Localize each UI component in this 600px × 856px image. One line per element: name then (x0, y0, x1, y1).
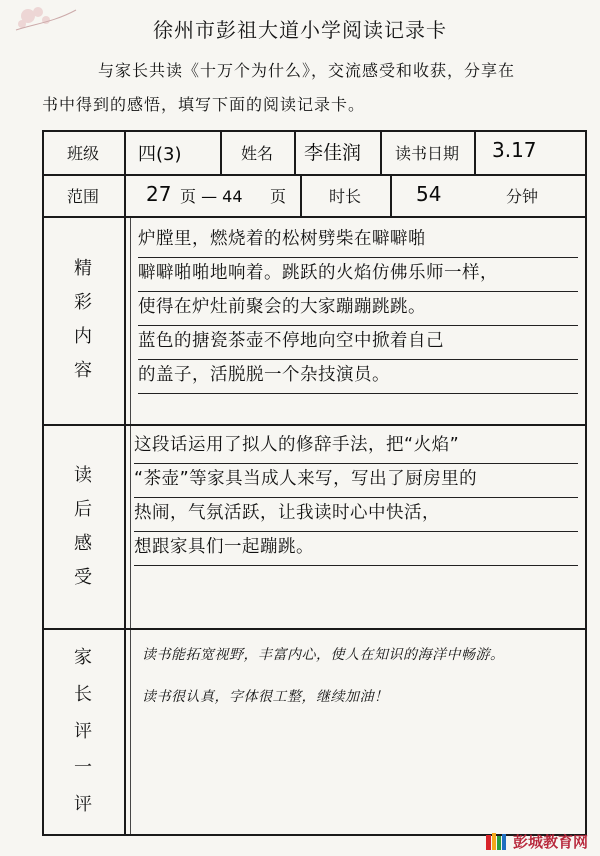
reflection-label (42, 426, 124, 628)
excerpt-label-char: 容 (74, 360, 92, 382)
books-logo-icon (485, 833, 507, 851)
reflection-line: 热闹，气氛活跃，让我读时心中快活， (134, 498, 578, 532)
cell-divider (390, 174, 392, 216)
reflection-line: 这段话运用了拟人的修辞手法，把“火焰” (134, 430, 578, 464)
excerpt-line: 的盖子，活脱脱一个杂技演员。 (138, 360, 578, 394)
frame-right (585, 130, 587, 836)
reflection-label-char: 读 (74, 464, 92, 486)
parent-comment-line: 读书能拓宽视野，丰富内心，使人在知识的海洋中畅游。 (142, 647, 505, 663)
parent-comment-line: 读书很认真，字体很工整，继续加油！ (142, 689, 389, 705)
reflection-label-char: 后 (74, 498, 92, 520)
parent-label-char: 评 (74, 794, 92, 816)
class-value: 四(3) (138, 144, 182, 165)
intro-line-2: 书中得到的感悟，填写下面的阅读记录卡。 (42, 95, 366, 114)
duration-unit: 分钟 (505, 186, 538, 206)
range-label: 范围 (66, 186, 99, 206)
range-start: 27 (146, 182, 172, 206)
excerpt-line: 蓝色的搪瓷茶壶不停地向空中掀着自己 (138, 326, 578, 360)
parent-comment-text (142, 644, 582, 706)
parent-label-char: 一 (74, 757, 92, 779)
reflection-label-char: 受 (74, 567, 92, 589)
excerpt-label (42, 216, 124, 424)
duration-value: 54 (416, 182, 442, 206)
reflection-line: “茶壶”等家具当成人来写，写出了厨房里的 (134, 464, 578, 498)
excerpt-line: 使得在炉灶前聚会的大家蹦蹦跳跳。 (138, 292, 578, 326)
parent-label-char: 评 (74, 720, 92, 742)
name-label: 姓名 (240, 143, 273, 163)
cell-divider (294, 130, 296, 174)
parent-label-char: 长 (74, 683, 92, 705)
date-label: 读书日期 (394, 143, 459, 163)
parent-label-char: 家 (74, 646, 92, 668)
date-value: 3.17 (492, 138, 537, 162)
reflection-text (134, 430, 578, 566)
reflection-label-char: 感 (74, 533, 92, 554)
excerpt-label-char: 内 (74, 326, 92, 347)
name-value: 李佳润 (304, 142, 362, 164)
excerpt-label-char: 精 (74, 257, 92, 279)
label-column-divider (124, 130, 126, 836)
range-end-unit: 页 (270, 187, 287, 206)
intro-line-1: 与家长共读《十万个为什么》，交流感受和收获，分享在 (98, 61, 516, 80)
excerpt-label-char: 彩 (74, 291, 92, 313)
card-title: 徐州市彭祖大道小学阅读记录卡 (153, 18, 447, 42)
reflection-line: 想跟家具们一起蹦跳。 (134, 532, 578, 566)
watermark-text: 彭城教育网 (512, 833, 588, 851)
duration-label: 时长 (328, 186, 361, 206)
range-middle: 页 — 44 (180, 187, 243, 206)
label-column-divider-inner (130, 216, 131, 836)
site-watermark (485, 831, 588, 852)
class-label: 班级 (66, 143, 99, 163)
excerpt-line: 炉膛里，燃烧着的松树劈柴在噼噼啪 (138, 224, 578, 258)
reading-record-card (42, 130, 587, 836)
excerpt-text (138, 224, 578, 394)
cell-divider (474, 130, 476, 174)
parent-comment-label (42, 630, 124, 834)
excerpt-line: 噼噼啪啪地响着。跳跃的火焰仿佛乐师一样， (138, 258, 578, 292)
